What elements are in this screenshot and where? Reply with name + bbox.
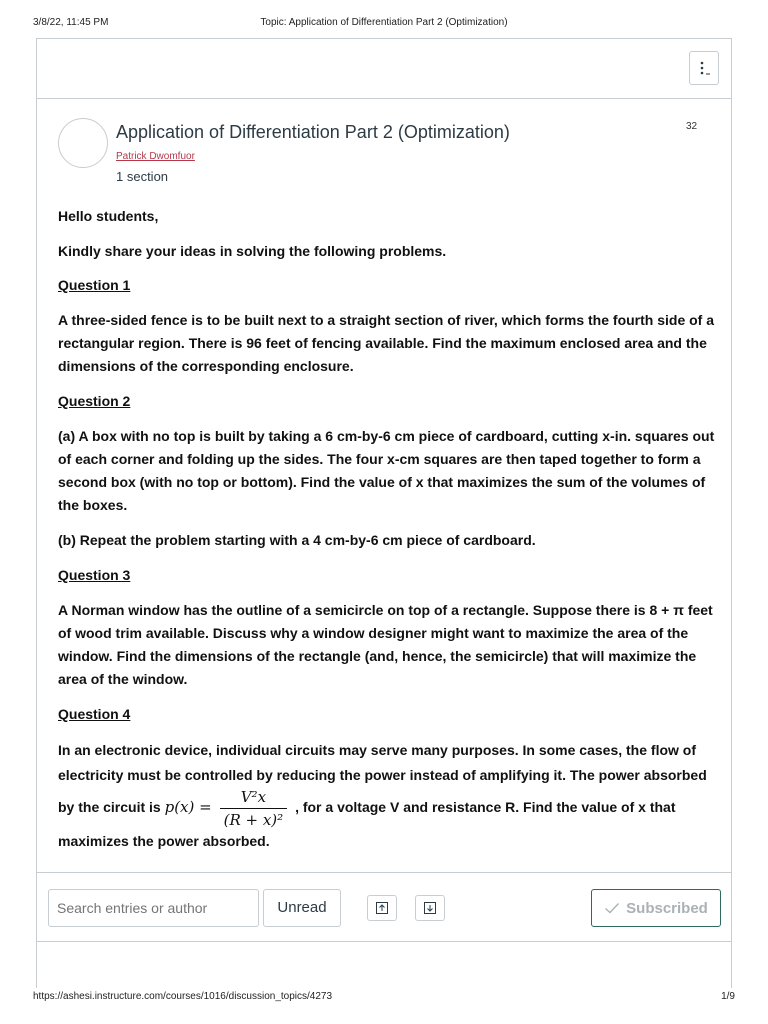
q4-text-part2: , for a voltage V and resistance R. Find the value of x that maximizes the power absorbed.	[58, 799, 676, 849]
q2-heading: Question 2	[58, 393, 131, 409]
subscribed-button[interactable]	[591, 889, 721, 927]
q2a-text: (a) A box with no top is built by taking a 6 cm-by-6 cm piece of cardboard, cutting x-in. squares out of each corner and folding up the sides. The four x-cm squares are then taped together to form a second box (with no top or bottom). Find the value of x that maximizes the sum of the volumes of the boxes.	[58, 428, 715, 513]
subscribed-label: Subscribed	[626, 899, 708, 917]
q4-heading: Question 4	[58, 706, 131, 722]
q1-text: A three-sided fence is to be built next to a straight section of river, which forms the fourth side of a rectangular region. There is 96 feet of fencing available. Find the maximum enclosed area and the dimensions of the corresponding enclosure.	[58, 312, 715, 374]
greeting: Hello students,	[58, 208, 159, 224]
section-count: 1 section	[116, 169, 169, 184]
print-title: Topic: Application of Differentiation Part 2 (Optimization)	[260, 17, 508, 28]
topic-options-button[interactable]	[689, 51, 719, 85]
q4-formula-numerator: V²x	[220, 788, 288, 809]
search-input[interactable]	[48, 889, 259, 927]
q1-heading: Question 1	[58, 277, 131, 293]
author-link[interactable]: Patrick Dwomfuor	[116, 151, 195, 162]
topbar	[36, 38, 732, 99]
collapse-threads-button[interactable]	[415, 895, 445, 921]
q4-formula-denominator: (R + x)²	[223, 811, 284, 829]
q2b-text: (b) Repeat the problem starting with a 4 cm-by-6 cm piece of cardboard.	[58, 532, 536, 548]
topic-body	[58, 205, 718, 854]
print-header	[0, 17, 768, 33]
q4-formula-lhs: p(x) =	[164, 798, 212, 817]
arrow-up-icon	[376, 902, 388, 914]
expand-threads-button[interactable]	[367, 895, 397, 921]
q4-formula-fraction	[220, 788, 288, 829]
print-url: https://ashesi.instructure.com/courses/1016/discussion_topics/4273	[33, 991, 333, 1002]
q4-text	[58, 738, 718, 854]
print-date: 3/8/22, 11:45 PM	[33, 17, 109, 28]
print-page-number: 1/9	[721, 991, 735, 1002]
author-avatar[interactable]	[58, 118, 108, 168]
topic-title: Application of Differentiation Part 2 (Optimization)	[116, 122, 510, 142]
q3-text: A Norman window has the outline of a semicircle on top of a rectangle. Suppose there is 8 + π feet of wood trim available. Discuss why a window designer might want to maximize the area of the window. Find the dimensions of the rectangle (and, hence, the semicircle) that will maximize the area of the window.	[58, 602, 713, 687]
arrow-down-icon	[424, 902, 436, 914]
print-footer	[0, 991, 768, 1005]
unread-filter-button[interactable]: Unread	[263, 889, 341, 927]
kebab-menu-icon	[697, 60, 711, 76]
q4-text-part1: In an electronic device, individual circuits may serve many purposes. In some cases, the flow of electricity must be controlled by reducing the power instead of amplifying it. The power absorbed by the circuit is	[58, 742, 707, 816]
check-icon	[604, 902, 620, 914]
reply-count: 32	[686, 121, 698, 132]
intro: Kindly share your ideas in solving the following problems.	[58, 243, 447, 259]
q3-heading: Question 3	[58, 567, 131, 583]
